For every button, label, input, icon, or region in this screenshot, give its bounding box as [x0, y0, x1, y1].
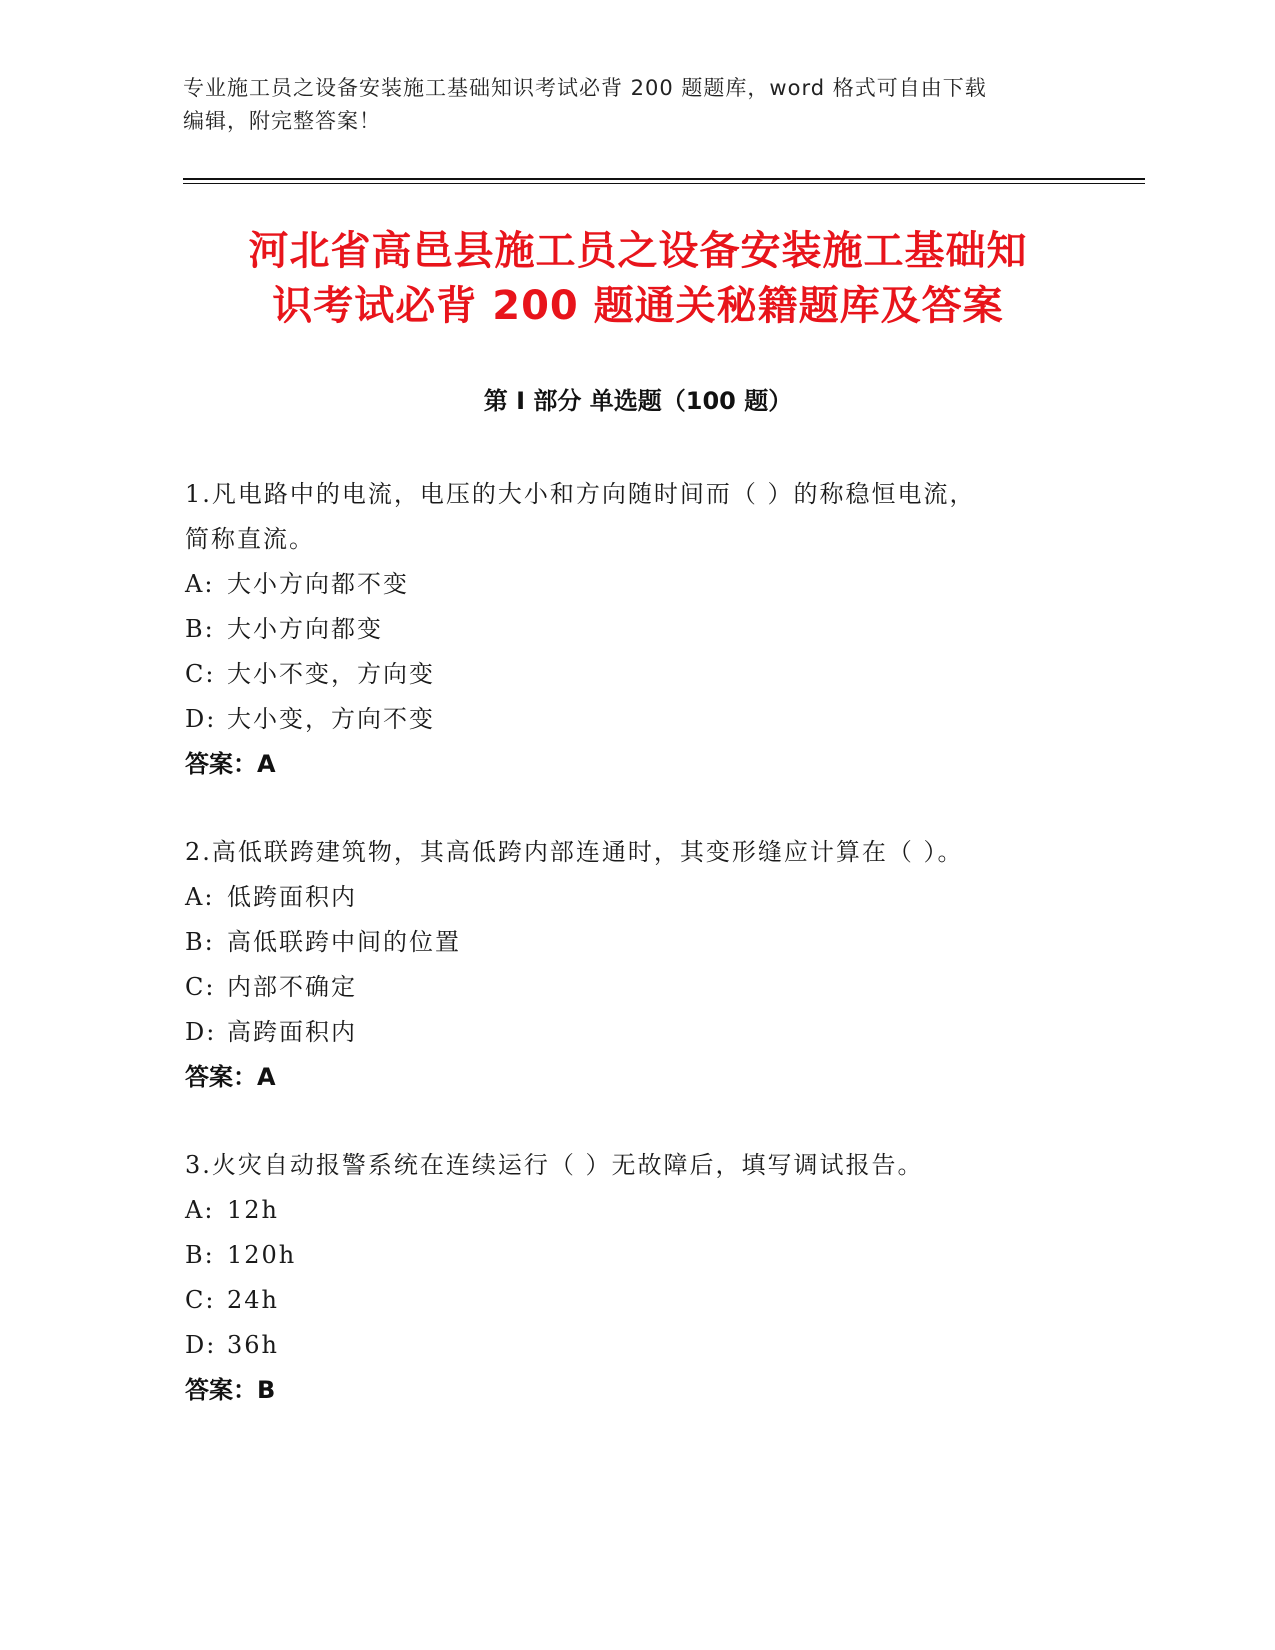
header-note-line-1: 专业施工员之设备安装施工基础知识考试必背 200 题题库，word 格式可自由下载 — [183, 76, 987, 100]
section-title: 第 I 部分 单选题（100 题） — [483, 387, 793, 415]
option-text: 大小不变，方向变 — [227, 660, 435, 688]
option-text: 24h — [227, 1286, 279, 1314]
question-option-c — [185, 652, 1085, 697]
option-letter: C: — [185, 973, 216, 1001]
question-option-c — [185, 965, 1085, 1010]
question-answer: 答案：B — [185, 1376, 276, 1404]
question-option-a — [185, 1188, 1085, 1233]
option-letter: A: — [185, 883, 215, 911]
option-text: 大小方向都变 — [227, 615, 383, 643]
question-option-c — [185, 1278, 1085, 1323]
option-text: 12h — [227, 1196, 279, 1224]
question-option-d — [185, 1323, 1085, 1368]
question-option-a — [185, 875, 1085, 920]
header-divider-thin — [183, 183, 1145, 184]
question-list — [185, 472, 1085, 1456]
option-letter: D: — [185, 1331, 217, 1359]
option-letter: B: — [185, 615, 215, 643]
question-answer: 答案：A — [185, 750, 276, 778]
option-text: 36h — [227, 1331, 279, 1359]
question-option-a — [185, 562, 1085, 607]
question-answer: 答案：A — [185, 1063, 276, 1091]
option-letter: B: — [185, 1241, 215, 1269]
question-1 — [185, 472, 1085, 787]
document-title-line-2: 识考试必背 200 题通关秘籍题库及答案 — [272, 283, 1004, 329]
question-option-b — [185, 1233, 1085, 1278]
document-title-line-1: 河北省高邑县施工员之设备安装施工基础知 — [248, 228, 1028, 274]
option-text: 大小方向都不变 — [227, 570, 409, 598]
question-stem-line-1: 2.高低联跨建筑物，其高低跨内部连通时，其变形缝应计算在（ ）。 — [185, 838, 964, 866]
option-text: 高跨面积内 — [227, 1018, 357, 1046]
option-letter: C: — [185, 660, 216, 688]
question-stem-line-1: 3.火灾自动报警系统在连续运行（ ）无故障后，填写调试报告。 — [185, 1151, 924, 1179]
option-text: 高低联跨中间的位置 — [227, 928, 461, 956]
option-text: 低跨面积内 — [227, 883, 357, 911]
header-divider-thick — [183, 178, 1145, 180]
header-note — [183, 72, 1083, 138]
question-stem-line-2: 简称直流。 — [185, 525, 315, 553]
question-option-b — [185, 920, 1085, 965]
option-text: 内部不确定 — [227, 973, 357, 1001]
option-text: 120h — [227, 1241, 297, 1269]
option-letter: D: — [185, 1018, 217, 1046]
question-3 — [185, 1143, 1085, 1413]
option-letter: D: — [185, 705, 217, 733]
option-text: 大小变，方向不变 — [227, 705, 435, 733]
question-stem-line-1: 1.凡电路中的电流，电压的大小和方向随时间而（ ）的称稳恒电流， — [185, 480, 976, 508]
option-letter: B: — [185, 928, 215, 956]
question-option-d — [185, 1010, 1085, 1055]
question-option-d — [185, 697, 1085, 742]
header-note-line-2: 编辑，附完整答案！ — [183, 109, 381, 133]
question-2 — [185, 830, 1085, 1100]
option-letter: A: — [185, 1196, 215, 1224]
option-letter: A: — [185, 570, 215, 598]
document-title — [183, 224, 1093, 334]
option-letter: C: — [185, 1286, 216, 1314]
question-option-b — [185, 607, 1085, 652]
